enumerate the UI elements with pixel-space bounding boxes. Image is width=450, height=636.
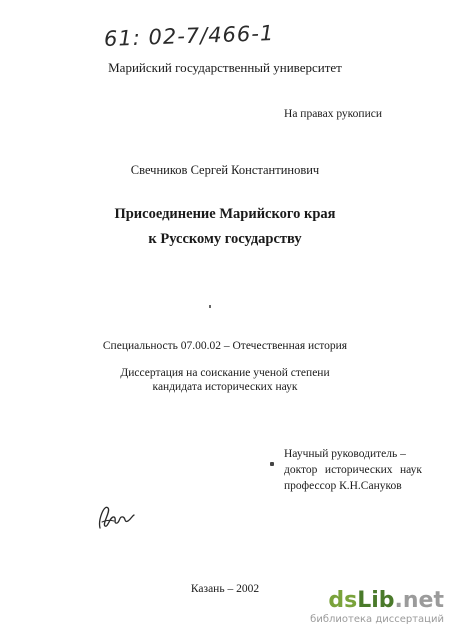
handwritten-catalog-number: 61: 02-7/466-1 [103,21,275,51]
dslib-logo [310,590,444,612]
university-name: Марийский государственный университет [108,60,342,75]
supervisor-degree-word-1: доктор [284,464,318,476]
supervisor-line-3: профессор К.Н.Сануков [284,480,402,492]
dissertation-title-line-1: Присоединение Марийского края [114,206,336,222]
logo-part-net: .net [394,588,444,613]
dslib-watermark [310,590,444,625]
scan-tick-mark [270,462,274,466]
watermark-caption: библиотека диссертаций [310,614,444,625]
supervisor-line-1: Научный руководитель – [284,448,406,460]
supervisor-block [284,446,422,494]
author-name: Свечников Сергей Константинович [130,163,320,177]
rights-notice: На правах рукописи [284,108,382,120]
scan-dot-mark [209,305,211,308]
supervisor-degree-word-2: исторических [324,464,393,476]
supervisor-degree-word-3: наук [399,464,422,476]
specialty-line: Специальность 07.00.02 – Отечественная история [102,340,348,352]
handwritten-signature [96,498,136,532]
supervisor-line-2 [284,462,422,478]
dissertation-title-line-2: к Русскому государству [148,231,302,247]
city-year: Казань – 2002 [190,583,260,595]
degree-line-2: кандидата исторических наук [152,381,298,393]
logo-part-ds: ds [328,588,358,613]
logo-part-lib: Lib [357,588,395,613]
degree-line-1: Диссертация на соискание ученой степени [120,367,330,379]
